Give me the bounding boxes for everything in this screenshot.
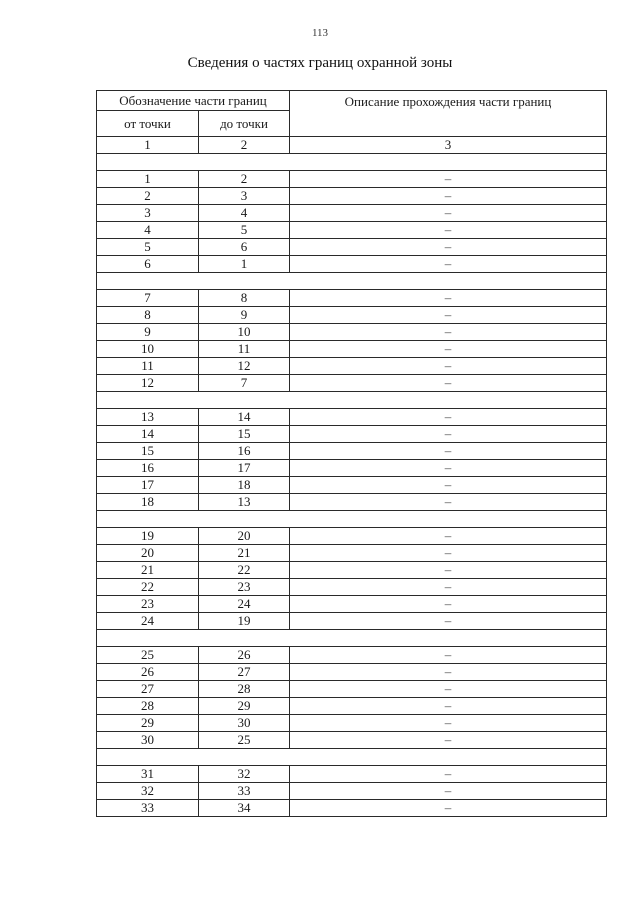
to-point-cell: 21 — [199, 545, 290, 562]
description-cell: – — [290, 562, 607, 579]
header-boundary-designation: Обозначение части границ — [97, 91, 290, 111]
page-number: 113 — [311, 27, 329, 39]
description-cell: – — [290, 324, 607, 341]
from-point-cell: 29 — [97, 715, 199, 732]
from-point-cell: 26 — [97, 664, 199, 681]
description-cell: – — [290, 800, 607, 817]
to-point-cell: 4 — [199, 205, 290, 222]
description-cell: – — [290, 477, 607, 494]
description-cell: – — [290, 596, 607, 613]
description-cell: – — [290, 494, 607, 511]
section-separator-cell — [97, 749, 607, 766]
table-row — [97, 205, 607, 222]
to-point-cell: 30 — [199, 715, 290, 732]
table-row — [97, 800, 607, 817]
description-cell: – — [290, 715, 607, 732]
to-point-cell: 6 — [199, 239, 290, 256]
from-point-cell: 5 — [97, 239, 199, 256]
table-row — [97, 732, 607, 749]
header-to-point: до точки — [199, 111, 290, 137]
to-point-cell: 14 — [199, 409, 290, 426]
to-point-cell: 10 — [199, 324, 290, 341]
description-cell: – — [290, 375, 607, 392]
table-row — [97, 698, 607, 715]
description-cell: – — [290, 681, 607, 698]
column-number: 3 — [290, 137, 607, 154]
from-point-cell: 4 — [97, 222, 199, 239]
description-cell: – — [290, 732, 607, 749]
table-body — [97, 154, 607, 817]
description-cell: – — [290, 171, 607, 188]
from-point-cell: 30 — [97, 732, 199, 749]
table-row — [97, 460, 607, 477]
from-point-cell: 25 — [97, 647, 199, 664]
table-row — [97, 715, 607, 732]
to-point-cell: 17 — [199, 460, 290, 477]
to-point-cell: 23 — [199, 579, 290, 596]
from-point-cell: 22 — [97, 579, 199, 596]
table-row — [97, 188, 607, 205]
section-separator-cell — [97, 154, 607, 171]
header-description: Описание прохождения части границ — [290, 91, 607, 137]
to-point-cell: 24 — [199, 596, 290, 613]
section-separator-cell — [97, 630, 607, 647]
section-separator-row — [97, 511, 607, 528]
description-cell: – — [290, 188, 607, 205]
from-point-cell: 18 — [97, 494, 199, 511]
description-cell: – — [290, 307, 607, 324]
to-point-cell: 16 — [199, 443, 290, 460]
from-point-cell: 19 — [97, 528, 199, 545]
from-point-cell: 1 — [97, 171, 199, 188]
header-from-point: от точки — [97, 111, 199, 137]
table-row — [97, 664, 607, 681]
to-point-cell: 11 — [199, 341, 290, 358]
from-point-cell: 7 — [97, 290, 199, 307]
description-cell: – — [290, 783, 607, 800]
to-point-cell: 22 — [199, 562, 290, 579]
to-point-cell: 2 — [199, 171, 290, 188]
to-point-cell: 33 — [199, 783, 290, 800]
to-point-cell: 18 — [199, 477, 290, 494]
description-cell: – — [290, 698, 607, 715]
table-row — [97, 647, 607, 664]
column-number: 1 — [97, 137, 199, 154]
table-row — [97, 766, 607, 783]
table-row — [97, 545, 607, 562]
description-cell: – — [290, 766, 607, 783]
section-separator-cell — [97, 273, 607, 290]
description-cell: – — [290, 409, 607, 426]
table-row — [97, 290, 607, 307]
to-point-cell: 15 — [199, 426, 290, 443]
table-row — [97, 324, 607, 341]
section-separator-row — [97, 630, 607, 647]
description-cell: – — [290, 341, 607, 358]
table-row — [97, 307, 607, 324]
from-point-cell: 16 — [97, 460, 199, 477]
table-row — [97, 681, 607, 698]
from-point-cell: 2 — [97, 188, 199, 205]
from-point-cell: 10 — [97, 341, 199, 358]
from-point-cell: 33 — [97, 800, 199, 817]
table-row — [97, 562, 607, 579]
from-point-cell: 13 — [97, 409, 199, 426]
table-row — [97, 171, 607, 188]
to-point-cell: 32 — [199, 766, 290, 783]
to-point-cell: 3 — [199, 188, 290, 205]
from-point-cell: 23 — [97, 596, 199, 613]
table-row — [97, 494, 607, 511]
to-point-cell: 27 — [199, 664, 290, 681]
from-point-cell: 21 — [97, 562, 199, 579]
section-separator-cell — [97, 511, 607, 528]
table-row — [97, 783, 607, 800]
to-point-cell: 28 — [199, 681, 290, 698]
table-row — [97, 477, 607, 494]
description-cell: – — [290, 579, 607, 596]
description-cell: – — [290, 647, 607, 664]
description-cell: – — [290, 205, 607, 222]
section-separator-row — [97, 154, 607, 171]
from-point-cell: 3 — [97, 205, 199, 222]
to-point-cell: 20 — [199, 528, 290, 545]
from-point-cell: 8 — [97, 307, 199, 324]
table-row — [97, 375, 607, 392]
to-point-cell: 26 — [199, 647, 290, 664]
to-point-cell: 12 — [199, 358, 290, 375]
from-point-cell: 31 — [97, 766, 199, 783]
from-point-cell: 27 — [97, 681, 199, 698]
to-point-cell: 13 — [199, 494, 290, 511]
description-cell: – — [290, 460, 607, 477]
table-row — [97, 528, 607, 545]
section-separator-row — [97, 392, 607, 409]
from-point-cell: 28 — [97, 698, 199, 715]
section-separator-cell — [97, 392, 607, 409]
to-point-cell: 29 — [199, 698, 290, 715]
to-point-cell: 5 — [199, 222, 290, 239]
column-number: 2 — [199, 137, 290, 154]
from-point-cell: 17 — [97, 477, 199, 494]
description-cell: – — [290, 358, 607, 375]
description-cell: – — [290, 664, 607, 681]
description-cell: – — [290, 290, 607, 307]
table-row — [97, 341, 607, 358]
to-point-cell: 1 — [199, 256, 290, 273]
from-point-cell: 9 — [97, 324, 199, 341]
description-cell: – — [290, 256, 607, 273]
to-point-cell: 8 — [199, 290, 290, 307]
table-row — [97, 579, 607, 596]
to-point-cell: 9 — [199, 307, 290, 324]
to-point-cell: 7 — [199, 375, 290, 392]
column-number-row — [97, 137, 607, 154]
description-cell: – — [290, 443, 607, 460]
from-point-cell: 11 — [97, 358, 199, 375]
from-point-cell: 15 — [97, 443, 199, 460]
table-row — [97, 596, 607, 613]
table-row — [97, 613, 607, 630]
description-cell: – — [290, 239, 607, 256]
to-point-cell: 19 — [199, 613, 290, 630]
from-point-cell: 12 — [97, 375, 199, 392]
to-point-cell: 34 — [199, 800, 290, 817]
from-point-cell: 6 — [97, 256, 199, 273]
description-cell: – — [290, 426, 607, 443]
table-row — [97, 239, 607, 256]
description-cell: – — [290, 545, 607, 562]
boundary-parts-table — [96, 90, 607, 817]
description-cell: – — [290, 222, 607, 239]
description-cell: – — [290, 613, 607, 630]
section-separator-row — [97, 273, 607, 290]
to-point-cell: 25 — [199, 732, 290, 749]
table-row — [97, 426, 607, 443]
table-row — [97, 443, 607, 460]
from-point-cell: 24 — [97, 613, 199, 630]
table-row — [97, 409, 607, 426]
table-row — [97, 256, 607, 273]
from-point-cell: 14 — [97, 426, 199, 443]
table-row — [97, 358, 607, 375]
table-row — [97, 222, 607, 239]
from-point-cell: 32 — [97, 783, 199, 800]
document-title: Сведения о частях границ охранной зоны — [187, 55, 453, 71]
from-point-cell: 20 — [97, 545, 199, 562]
description-cell: – — [290, 528, 607, 545]
section-separator-row — [97, 749, 607, 766]
